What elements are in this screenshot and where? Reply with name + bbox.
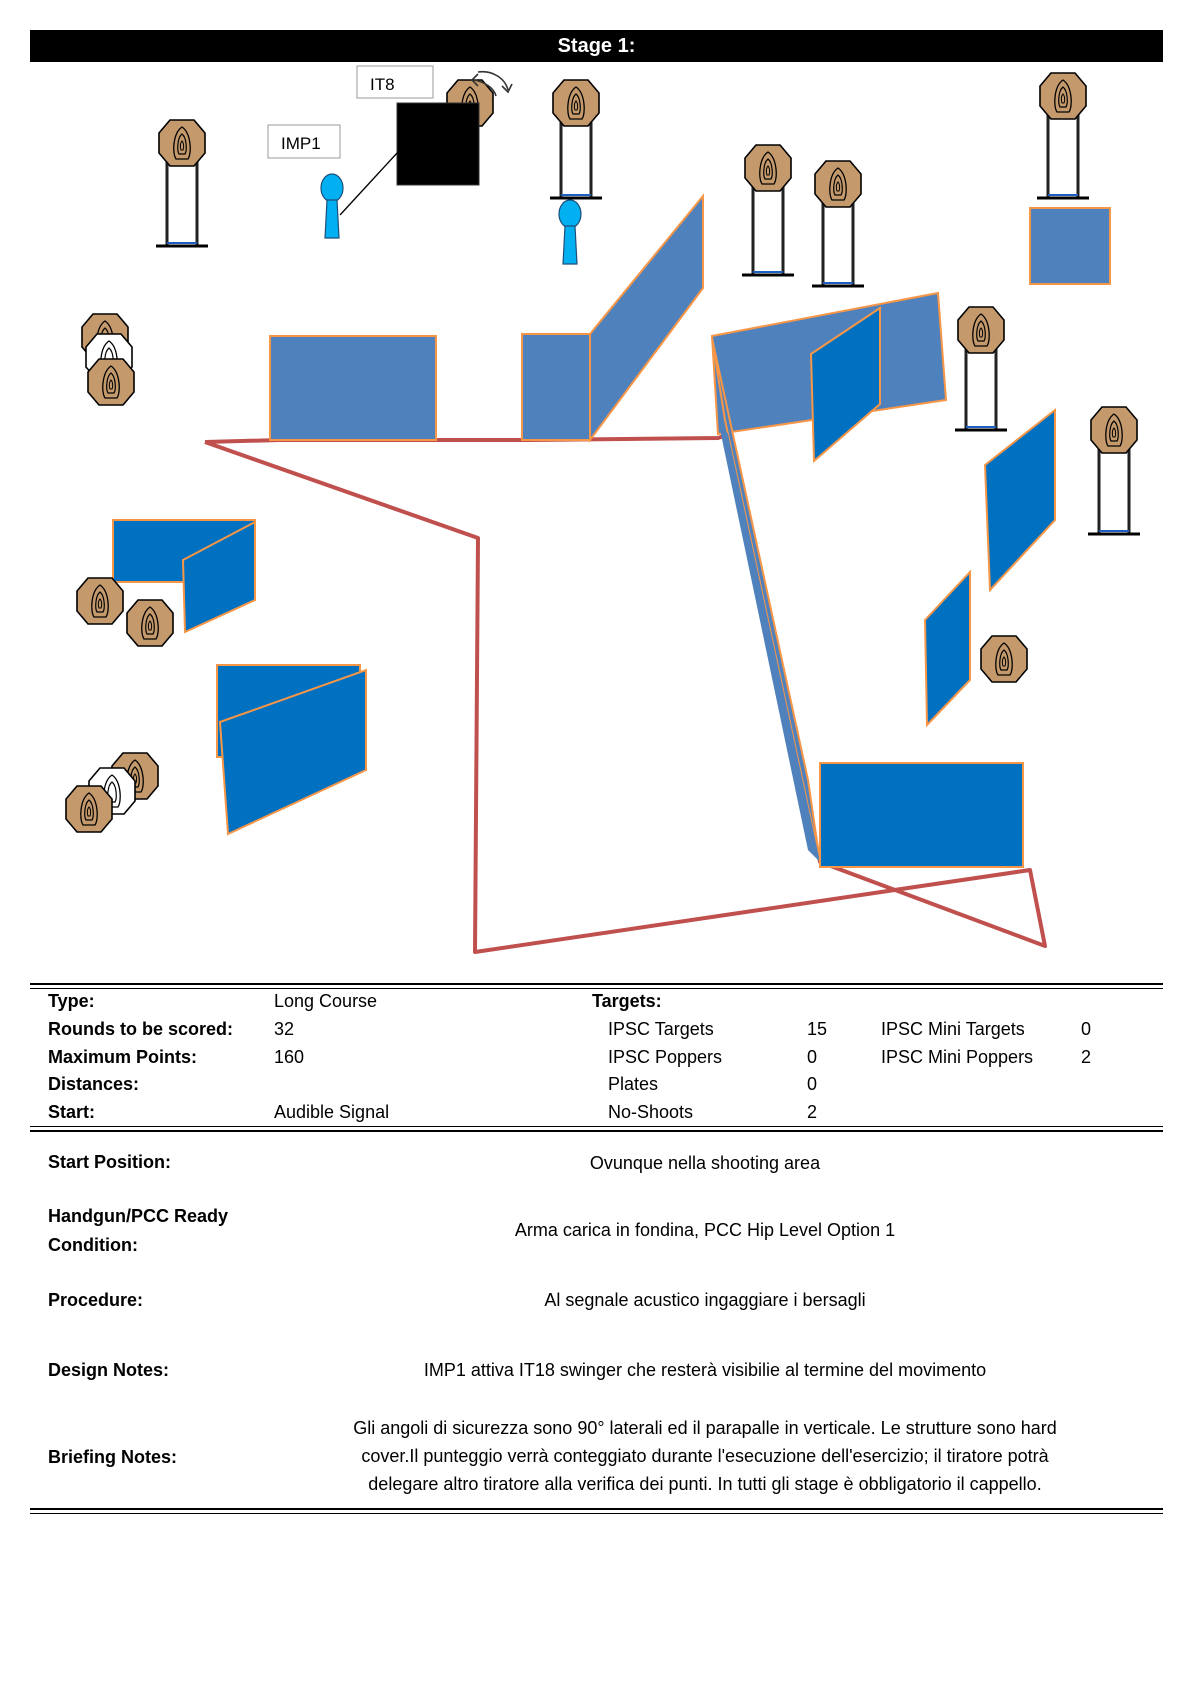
activation-line bbox=[340, 152, 398, 215]
ipsc-target bbox=[159, 120, 205, 166]
rule bbox=[30, 1513, 1163, 1514]
wall bbox=[590, 196, 703, 440]
design-notes-value: IMP1 attiva IT18 swinger che resterà visibilie al termine del movimento bbox=[423, 1360, 987, 1380]
ipsc-target bbox=[88, 359, 134, 405]
rule bbox=[30, 988, 1163, 989]
noshoots-value: 2 bbox=[807, 1102, 818, 1122]
tag-it8-box bbox=[357, 66, 433, 98]
ipsc-target bbox=[745, 145, 791, 191]
start-position-label: Start Position: bbox=[48, 1152, 172, 1172]
procedure-label: Procedure: bbox=[48, 1290, 144, 1310]
ipsc-target bbox=[981, 636, 1027, 682]
wall bbox=[1030, 208, 1110, 284]
noshoots-label: No-Shoots bbox=[608, 1102, 694, 1122]
rounds-value: 32 bbox=[274, 1019, 295, 1039]
tag-imp1: IMP1 bbox=[281, 134, 321, 153]
plates-label: Plates bbox=[608, 1074, 659, 1094]
rule bbox=[30, 983, 1163, 985]
popper bbox=[321, 174, 343, 238]
tag-it8: IT8 bbox=[370, 75, 395, 94]
mini-targets-value: 0 bbox=[1081, 1019, 1092, 1039]
wall bbox=[925, 572, 970, 725]
wall bbox=[522, 334, 590, 440]
mini-poppers-label: IPSC Mini Poppers bbox=[881, 1047, 1034, 1067]
wall bbox=[270, 336, 436, 440]
rounds-label: Rounds to be scored: bbox=[48, 1019, 234, 1039]
ipsc-targets-value: 15 bbox=[807, 1019, 828, 1039]
type-label: Type: bbox=[48, 991, 95, 1011]
ipsc-target bbox=[1040, 73, 1086, 119]
wall bbox=[718, 420, 820, 862]
ready-label-line-2: Condition: bbox=[48, 1235, 138, 1255]
stage-title: Stage 1: bbox=[30, 30, 1163, 62]
wall bbox=[820, 763, 1023, 867]
ipsc-poppers-label: IPSC Poppers bbox=[608, 1047, 723, 1067]
ipsc-target bbox=[127, 600, 173, 646]
distances-label: Distances: bbox=[48, 1074, 140, 1094]
start-position-value: Ovunque nella shooting area bbox=[589, 1153, 821, 1173]
briefing-notes-label: Briefing Notes: bbox=[48, 1447, 178, 1467]
targets-label: Targets: bbox=[592, 991, 662, 1011]
start-label: Start: bbox=[48, 1102, 96, 1122]
ipsc-target bbox=[815, 161, 861, 207]
type-value: Long Course bbox=[274, 991, 378, 1011]
briefing-line-1: Gli angoli di sicurezza sono 90° laterali ed il parapalle in verticale. Le strutture sono hard bbox=[353, 1418, 1057, 1438]
mini-targets-label: IPSC Mini Targets bbox=[881, 1019, 1025, 1039]
points-label: Maximum Points: bbox=[48, 1047, 198, 1067]
ipsc-targets-label: IPSC Targets bbox=[608, 1019, 714, 1039]
rule bbox=[30, 1126, 1163, 1127]
ipsc-poppers-value: 0 bbox=[807, 1047, 818, 1067]
ipsc-target bbox=[1091, 407, 1137, 453]
mini-poppers-value: 2 bbox=[1081, 1047, 1092, 1067]
ipsc-target bbox=[958, 307, 1004, 353]
design-notes-label: Design Notes: bbox=[48, 1360, 170, 1380]
plates-value: 0 bbox=[807, 1074, 818, 1094]
ready-value: Arma carica in fondina, PCC Hip Level Option 1 bbox=[514, 1220, 896, 1240]
start-value: Audible Signal bbox=[274, 1102, 390, 1122]
ipsc-target bbox=[553, 80, 599, 126]
ipsc-target bbox=[66, 786, 112, 832]
procedure-value: Al segnale acustico ingaggiare i bersagli bbox=[544, 1290, 866, 1310]
ipsc-target bbox=[77, 578, 123, 624]
rule bbox=[30, 1130, 1163, 1132]
rule bbox=[30, 1508, 1163, 1510]
popper bbox=[559, 200, 581, 264]
wall bbox=[985, 410, 1055, 590]
briefing-line-2: cover.Il punteggio verrà conteggiato durante l'esecuzione dell'esercizio; il tiratore potrà bbox=[361, 1446, 1049, 1466]
ready-label-line-1: Handgun/PCC Ready bbox=[48, 1206, 229, 1226]
briefing-line-3: delegare altro tiratore alla verifica dei punti. In tutti gli stage è obbligatorio il cappello. bbox=[368, 1474, 1042, 1494]
walls bbox=[113, 196, 1110, 867]
points-value: 160 bbox=[274, 1047, 305, 1067]
black-barrier bbox=[397, 103, 479, 185]
